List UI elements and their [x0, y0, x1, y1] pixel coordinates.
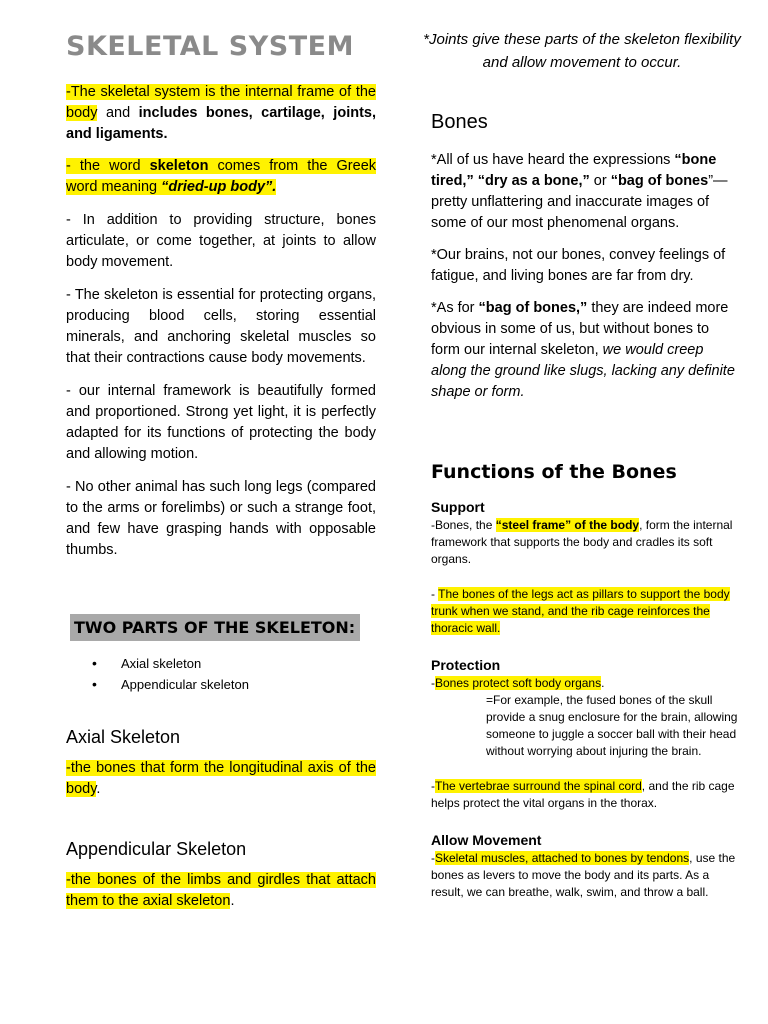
bones-paragraph-1: [431, 150, 741, 234]
spacer: [431, 812, 741, 831]
text-run: ”— pretty unflattering and inaccurate images of some of our most phenomenal organs.: [431, 173, 728, 231]
highlight-text: [66, 158, 376, 195]
bold-text: includes bones, cartilage, joints, and ligaments.: [66, 105, 377, 142]
axial-definition: [66, 758, 376, 800]
support-heading: Support: [431, 499, 485, 515]
protection-paragraph-1: [431, 675, 741, 692]
highlight-text: The bones of the legs act as pillars to support the body trunk when we stand, and the rib cage reinforces the thoracic wall.: [431, 587, 730, 635]
list-item: • Appendicular skeleton: [92, 674, 376, 695]
text-run: , use the bones as levers to move the body and its parts. As a result, we can breathe, walk, swim, and throw a ball.: [431, 851, 736, 899]
spacer: [431, 760, 741, 778]
text-run: or: [589, 173, 611, 189]
spacer: [431, 637, 741, 656]
protection-paragraph-2: [431, 692, 741, 760]
highlight-text: -the bones of the limbs and girdles that attach them to the axial skeleton: [66, 872, 376, 909]
italic-text: we would creep along the ground like slugs, lacking any definite shape or form.: [431, 342, 735, 400]
animal-comparison-paragraph: - No other animal has such long legs (compared to the arms or forelimbs) or such a strange foot, and few have grasping hands with opposable thumbs.: [66, 479, 376, 558]
text-run: they are indeed more obvious in some of us, but without bones to form our internal skeleton,: [431, 300, 729, 358]
etymology-paragraph: [66, 156, 376, 198]
bold-text: “bag of bones,”: [478, 300, 588, 316]
support-paragraph-1: [431, 517, 741, 568]
parts-heading: TWO PARTS OF THE SKELETON:: [70, 614, 360, 641]
movement-paragraph: [431, 850, 741, 901]
text-run: , form the internal framework that supports the body and cradles its soft organs.: [431, 518, 733, 566]
bold-italic-text: “dried-up body”.: [161, 179, 277, 195]
spacer: [431, 568, 741, 586]
text-run: - the word: [66, 158, 150, 174]
text-run: -Bones, the: [431, 518, 496, 532]
bones-heading: Bones: [431, 111, 488, 133]
highlight-text: -the bones that form the longitudinal axis of the body: [66, 760, 376, 797]
text-run: .: [601, 676, 605, 690]
bold-text: skeleton: [149, 158, 209, 174]
text-run: -: [431, 676, 435, 690]
text-run: -: [431, 851, 435, 865]
highlight-text: -The skeletal system is the internal frame of the body: [66, 84, 376, 121]
protection-heading: Protection: [431, 657, 501, 673]
framework-paragraph: - our internal framework is beautifully formed and proportioned. Strong yet light, it is perfectly adapted for its functions of protecting the body and allowing motion.: [66, 383, 376, 462]
highlight-text: Skeletal muscles, attached to bones by tendons: [435, 851, 690, 865]
joints-note: *Joints give these parts of the skeleton flexibility and allow movement to occur.: [423, 31, 741, 71]
functions-heading: Functions of the Bones: [431, 461, 677, 483]
appendicular-heading: Appendicular Skeleton: [66, 839, 247, 859]
text-run: , and the rib cage helps protect the vital organs in the thorax.: [431, 779, 735, 810]
bold-text: “bone tired,” “dry as a bone,”: [431, 152, 717, 189]
appendicular-definition: [66, 870, 376, 912]
movement-heading: Allow Movement: [431, 832, 542, 848]
protection-paragraph-3: [431, 778, 741, 812]
text-run: =For example, the fused bones of the skull provide a snug enclosure for the brain, allowing someone to juggle a soccer ball with their head without worrying about injuring the brain.: [486, 693, 738, 758]
text-run: .: [96, 781, 101, 797]
bold-text: “bag of bones: [610, 173, 709, 189]
axial-heading: Axial Skeleton: [66, 727, 181, 747]
text-run: *All of us have heard the expressions: [431, 152, 675, 168]
text-run: *As for: [431, 300, 479, 316]
bones-paragraph-3: [431, 298, 741, 403]
intro-paragraph: [66, 82, 376, 145]
highlight-text: Bones protect soft body organs: [435, 676, 602, 690]
parts-list: [92, 653, 376, 695]
highlight-text: The vertebrae surround the spinal cord: [435, 779, 642, 793]
list-item: • Axial skeleton: [92, 653, 376, 674]
text-run: comes from the Greek word meaning: [66, 158, 377, 195]
support-paragraph-2: [431, 586, 741, 637]
structure-paragraph: - In addition to providing structure, bones articulate, or come together, at joints to allow body movement.: [66, 212, 376, 270]
functions-paragraph: - The skeleton is essential for protecting organs, producing blood cells, storing essential minerals, and anchoring skeletal muscles so that their contractions cause body movements.: [66, 287, 376, 366]
right-column: [423, 28, 741, 901]
highlight-text: “steel frame” of the body: [495, 518, 640, 532]
text-run: .: [230, 893, 235, 909]
text-run: and: [97, 105, 139, 121]
text-run: -: [431, 779, 435, 793]
text-run: -: [431, 587, 439, 601]
bones-paragraph-2: *Our brains, not our bones, convey feelings of fatigue, and living bones are far from dry.: [431, 247, 726, 284]
page-title: SKELETAL SYSTEM: [66, 31, 354, 62]
left-column: [66, 30, 376, 924]
